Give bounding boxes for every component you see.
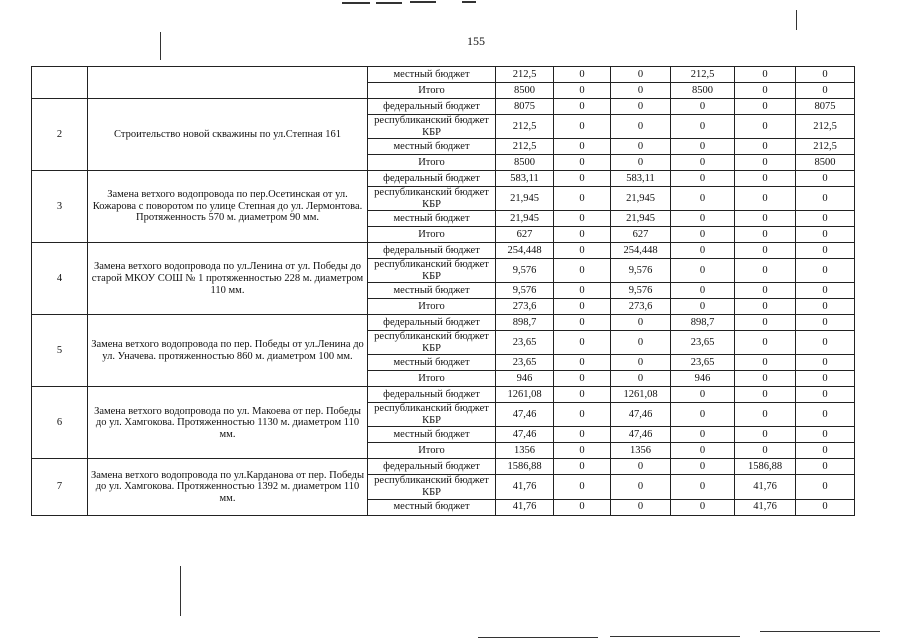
- amount-cell: 0: [554, 331, 611, 355]
- table-row: [32, 459, 855, 475]
- amount-cell: 0: [671, 499, 735, 515]
- amount-cell: 0: [796, 475, 855, 499]
- amount-cell: 1261,08: [496, 387, 554, 403]
- amount-cell: 0: [554, 443, 611, 459]
- amount-cell: 627: [611, 227, 671, 243]
- amount-cell: 0: [671, 403, 735, 427]
- amount-cell: 0: [611, 99, 671, 115]
- amount-cell: 212,5: [796, 115, 855, 139]
- table-row: [32, 99, 855, 115]
- amount-cell: 0: [735, 115, 796, 139]
- project-number: 3: [32, 171, 88, 243]
- amount-cell: 0: [554, 243, 611, 259]
- funding-source: федеральный бюджет: [368, 315, 496, 331]
- amount-cell: 0: [796, 459, 855, 475]
- scan-mark: [610, 636, 740, 637]
- page-number: 155: [467, 34, 485, 48]
- amount-cell: 0: [554, 227, 611, 243]
- amount-cell: 9,576: [611, 283, 671, 299]
- funding-source: местный бюджет: [368, 427, 496, 443]
- amount-cell: 0: [796, 83, 855, 99]
- amount-cell: 0: [796, 211, 855, 227]
- scan-mark: [180, 566, 181, 616]
- amount-cell: 0: [554, 283, 611, 299]
- amount-cell: 0: [735, 211, 796, 227]
- amount-cell: 0: [796, 171, 855, 187]
- project-description: Замена ветхого водопровода по ул.Ленина от ул. Победы до старой МКОУ СОШ № 1 протяженностью 228 м. диаметром 110 мм.: [88, 243, 368, 315]
- scan-mark: [410, 1, 436, 3]
- budget-table: [31, 66, 855, 516]
- amount-cell: 212,5: [496, 115, 554, 139]
- amount-cell: 583,11: [611, 171, 671, 187]
- funding-source: местный бюджет: [368, 499, 496, 515]
- amount-cell: 254,448: [496, 243, 554, 259]
- funding-source: Итого: [368, 227, 496, 243]
- project-number: 6: [32, 387, 88, 459]
- amount-cell: 23,65: [671, 331, 735, 355]
- amount-cell: 0: [671, 443, 735, 459]
- amount-cell: 0: [671, 283, 735, 299]
- amount-cell: 0: [554, 427, 611, 443]
- amount-cell: 0: [796, 499, 855, 515]
- table-row: [32, 315, 855, 331]
- amount-cell: 0: [796, 443, 855, 459]
- funding-source: местный бюджет: [368, 211, 496, 227]
- amount-cell: 0: [671, 475, 735, 499]
- project-description: Строительство новой скважины по ул.Степная 161: [88, 99, 368, 171]
- amount-cell: 0: [554, 259, 611, 283]
- amount-cell: 0: [735, 315, 796, 331]
- amount-cell: 0: [796, 243, 855, 259]
- amount-cell: 0: [735, 99, 796, 115]
- amount-cell: 0: [554, 83, 611, 99]
- funding-source: республиканский бюджет КБР: [368, 259, 496, 283]
- amount-cell: 41,76: [496, 499, 554, 515]
- amount-cell: 0: [611, 331, 671, 355]
- funding-source: Итого: [368, 443, 496, 459]
- funding-source: республиканский бюджет КБР: [368, 115, 496, 139]
- amount-cell: 0: [796, 283, 855, 299]
- amount-cell: 23,65: [671, 355, 735, 371]
- amount-cell: 0: [796, 315, 855, 331]
- scan-mark: [342, 2, 370, 4]
- amount-cell: 0: [671, 171, 735, 187]
- amount-cell: 9,576: [496, 259, 554, 283]
- amount-cell: 0: [554, 115, 611, 139]
- amount-cell: 0: [554, 403, 611, 427]
- amount-cell: 0: [554, 99, 611, 115]
- amount-cell: 21,945: [496, 211, 554, 227]
- project-number: 5: [32, 315, 88, 387]
- amount-cell: 0: [554, 155, 611, 171]
- amount-cell: 0: [554, 475, 611, 499]
- amount-cell: 273,6: [496, 299, 554, 315]
- amount-cell: 0: [735, 139, 796, 155]
- amount-cell: 21,945: [496, 187, 554, 211]
- amount-cell: 0: [611, 315, 671, 331]
- amount-cell: 0: [671, 459, 735, 475]
- amount-cell: 0: [796, 259, 855, 283]
- funding-source: местный бюджет: [368, 139, 496, 155]
- amount-cell: 8500: [796, 155, 855, 171]
- amount-cell: 8500: [496, 83, 554, 99]
- project-description: Замена ветхого водопровода по пер.Осетинская от ул. Кожарова с поворотом по улице Степная до ул. Лермонтова. Протяженность 570 м. диаметром 90 мм.: [88, 171, 368, 243]
- funding-source: местный бюджет: [368, 283, 496, 299]
- amount-cell: 9,576: [611, 259, 671, 283]
- funding-source: Итого: [368, 83, 496, 99]
- amount-cell: 0: [554, 315, 611, 331]
- funding-source: республиканский бюджет КБР: [368, 331, 496, 355]
- amount-cell: 583,11: [496, 171, 554, 187]
- table-row: [32, 171, 855, 187]
- amount-cell: 0: [671, 115, 735, 139]
- amount-cell: 0: [671, 155, 735, 171]
- amount-cell: 8500: [496, 155, 554, 171]
- scan-mark: [376, 2, 402, 4]
- funding-source: местный бюджет: [368, 355, 496, 371]
- project-description: [88, 67, 368, 99]
- funding-source: местный бюджет: [368, 67, 496, 83]
- amount-cell: 0: [611, 67, 671, 83]
- amount-cell: 212,5: [496, 67, 554, 83]
- amount-cell: 41,76: [735, 475, 796, 499]
- amount-cell: 0: [671, 427, 735, 443]
- project-number: 2: [32, 99, 88, 171]
- scan-mark: [160, 32, 161, 60]
- project-number: 4: [32, 243, 88, 315]
- amount-cell: 212,5: [796, 139, 855, 155]
- amount-cell: 0: [796, 67, 855, 83]
- amount-cell: 1586,88: [496, 459, 554, 475]
- amount-cell: 41,76: [496, 475, 554, 499]
- amount-cell: 0: [671, 187, 735, 211]
- amount-cell: 1356: [496, 443, 554, 459]
- amount-cell: 21,945: [611, 187, 671, 211]
- funding-source: федеральный бюджет: [368, 99, 496, 115]
- amount-cell: 23,65: [496, 331, 554, 355]
- amount-cell: 946: [496, 371, 554, 387]
- project-description: Замена ветхого водопровода по ул.Карданова от пер. Победы до ул. Хамгокова. Протяженностью 1392 м. диаметром 110 мм.: [88, 459, 368, 515]
- amount-cell: 0: [671, 259, 735, 283]
- funding-source: Итого: [368, 155, 496, 171]
- funding-source: федеральный бюджет: [368, 171, 496, 187]
- amount-cell: 0: [611, 83, 671, 99]
- amount-cell: 0: [735, 387, 796, 403]
- amount-cell: 0: [796, 331, 855, 355]
- funding-source: республиканский бюджет КБР: [368, 187, 496, 211]
- amount-cell: 0: [554, 211, 611, 227]
- amount-cell: 0: [796, 427, 855, 443]
- amount-cell: 0: [554, 299, 611, 315]
- scan-mark: [796, 10, 797, 30]
- table-row: [32, 67, 855, 83]
- scan-mark: [478, 637, 598, 638]
- amount-cell: 0: [611, 459, 671, 475]
- amount-cell: 0: [796, 227, 855, 243]
- amount-cell: 0: [796, 387, 855, 403]
- amount-cell: 0: [671, 139, 735, 155]
- amount-cell: 47,46: [611, 403, 671, 427]
- amount-cell: 0: [554, 139, 611, 155]
- project-number: 7: [32, 459, 88, 515]
- funding-source: федеральный бюджет: [368, 243, 496, 259]
- amount-cell: 23,65: [496, 355, 554, 371]
- amount-cell: 898,7: [671, 315, 735, 331]
- amount-cell: 0: [735, 427, 796, 443]
- amount-cell: 0: [611, 475, 671, 499]
- table-row: [32, 387, 855, 403]
- amount-cell: 946: [671, 371, 735, 387]
- amount-cell: 0: [735, 259, 796, 283]
- project-description: Замена ветхого водопровода по ул. Макоева от пер. Победы до ул. Хамгокова. Протяженностью 1130 м. диаметром 110 мм.: [88, 387, 368, 459]
- scan-mark: [462, 1, 476, 3]
- amount-cell: 8500: [671, 83, 735, 99]
- amount-cell: 0: [735, 283, 796, 299]
- amount-cell: 273,6: [611, 299, 671, 315]
- amount-cell: 0: [611, 355, 671, 371]
- amount-cell: 0: [611, 155, 671, 171]
- amount-cell: 8075: [796, 99, 855, 115]
- amount-cell: 21,945: [611, 211, 671, 227]
- amount-cell: 0: [735, 67, 796, 83]
- amount-cell: 212,5: [671, 67, 735, 83]
- amount-cell: 0: [796, 187, 855, 211]
- amount-cell: 0: [735, 403, 796, 427]
- amount-cell: 0: [735, 443, 796, 459]
- amount-cell: 0: [735, 83, 796, 99]
- amount-cell: 0: [611, 115, 671, 139]
- amount-cell: 0: [735, 331, 796, 355]
- amount-cell: 0: [554, 67, 611, 83]
- amount-cell: 254,448: [611, 243, 671, 259]
- amount-cell: 0: [554, 387, 611, 403]
- amount-cell: 0: [671, 387, 735, 403]
- amount-cell: 0: [735, 299, 796, 315]
- amount-cell: 0: [735, 227, 796, 243]
- amount-cell: 1261,08: [611, 387, 671, 403]
- amount-cell: 0: [671, 243, 735, 259]
- amount-cell: 0: [735, 171, 796, 187]
- amount-cell: 898,7: [496, 315, 554, 331]
- amount-cell: 0: [554, 187, 611, 211]
- amount-cell: 212,5: [496, 139, 554, 155]
- amount-cell: 0: [671, 99, 735, 115]
- amount-cell: 0: [554, 459, 611, 475]
- amount-cell: 9,576: [496, 283, 554, 299]
- amount-cell: 0: [796, 355, 855, 371]
- table-row: [32, 243, 855, 259]
- amount-cell: 0: [671, 227, 735, 243]
- scan-mark: [760, 631, 880, 632]
- amount-cell: 0: [796, 403, 855, 427]
- amount-cell: 0: [611, 139, 671, 155]
- funding-source: республиканский бюджет КБР: [368, 475, 496, 499]
- amount-cell: 47,46: [611, 427, 671, 443]
- funding-source: Итого: [368, 299, 496, 315]
- amount-cell: 0: [796, 299, 855, 315]
- amount-cell: 0: [611, 499, 671, 515]
- amount-cell: 0: [554, 171, 611, 187]
- amount-cell: 0: [735, 243, 796, 259]
- amount-cell: 0: [671, 299, 735, 315]
- amount-cell: 0: [735, 155, 796, 171]
- amount-cell: 0: [735, 371, 796, 387]
- funding-source: федеральный бюджет: [368, 387, 496, 403]
- amount-cell: 0: [671, 211, 735, 227]
- amount-cell: 627: [496, 227, 554, 243]
- project-description: Замена ветхого водопровода по пер. Победы от ул.Ленина до ул. Уначева. протяженностью 860 м. диаметром 100 мм.: [88, 315, 368, 387]
- amount-cell: 0: [554, 371, 611, 387]
- amount-cell: 0: [796, 371, 855, 387]
- amount-cell: 8075: [496, 99, 554, 115]
- amount-cell: 0: [735, 187, 796, 211]
- amount-cell: 0: [554, 499, 611, 515]
- amount-cell: 0: [611, 371, 671, 387]
- funding-source: республиканский бюджет КБР: [368, 403, 496, 427]
- funding-source: Итого: [368, 371, 496, 387]
- amount-cell: 1356: [611, 443, 671, 459]
- amount-cell: 1586,88: [735, 459, 796, 475]
- amount-cell: 41,76: [735, 499, 796, 515]
- funding-source: федеральный бюджет: [368, 459, 496, 475]
- amount-cell: 0: [735, 355, 796, 371]
- amount-cell: 0: [554, 355, 611, 371]
- amount-cell: 47,46: [496, 403, 554, 427]
- amount-cell: 47,46: [496, 427, 554, 443]
- project-number: [32, 67, 88, 99]
